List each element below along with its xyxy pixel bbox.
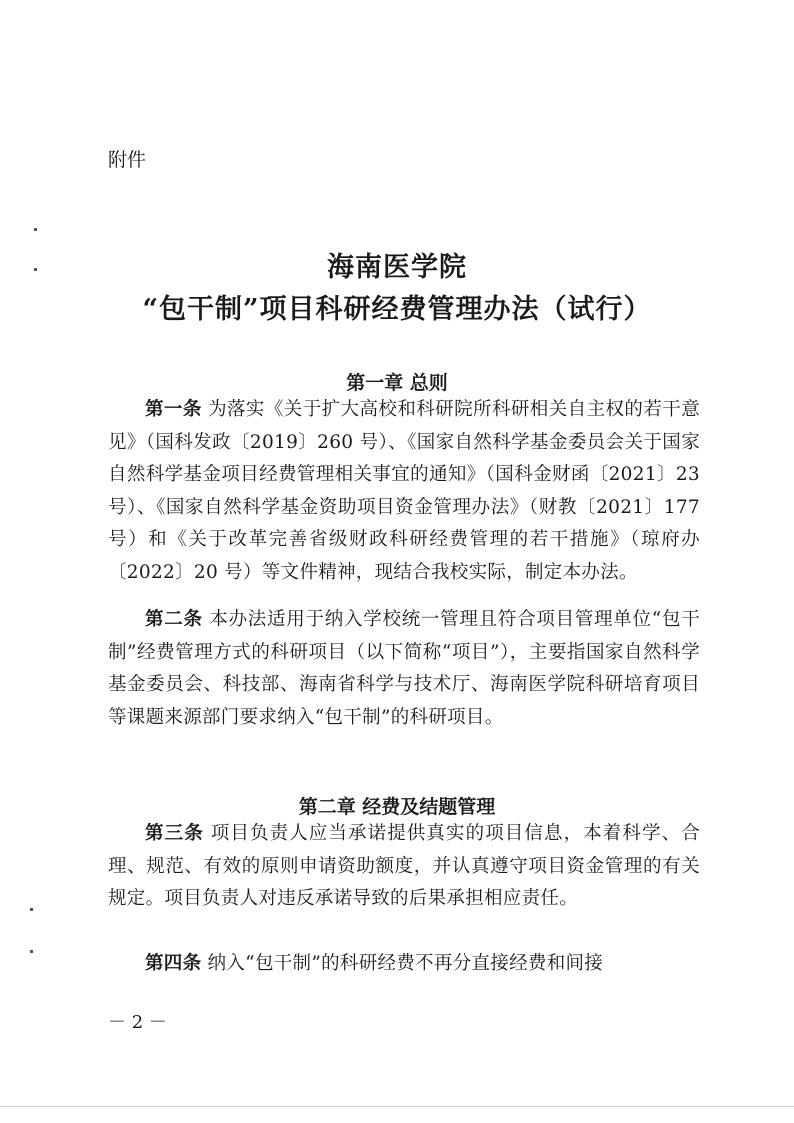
article-1-text: 为落实《关于扩大高校和科研院所科研相关自主权的若干意见》（国科发政〔2019〕260 号）、《国家自然科学基金委员会关于国家自然科学基金项目经费管理相关事宜的通知》（国科金财函〔2021〕23 号）、《国家自然科学基金资助项目资金管理办法》（财教〔2021〕177 号）和《关于改革完善省级财政科研经费管理的若干措施》（琼府办〔2022〕20 号）等文件精神，现结合我校实际，制定本办法。	[108, 399, 700, 583]
scan-mark	[30, 950, 33, 953]
article-4	[108, 948, 700, 981]
article-4-label: 第四条	[145, 953, 202, 974]
article-1-label: 第一条	[145, 399, 202, 420]
article-1	[108, 394, 700, 590]
article-3	[108, 818, 700, 916]
article-2-label: 第二条	[145, 609, 203, 630]
article-3-text: 项目负责人应当承诺提供真实的项目信息，本着科学、合理、规范、有效的原则申请资助额度，并认真遵守项目资金管理的有关规定。项目负责人对违反承诺导致的后果承担相应责任。	[108, 823, 701, 910]
article-3-label: 第三条	[145, 823, 204, 844]
article-2-text: 本办法适用于纳入学校统一管理且符合项目管理单位“包干制”经费管理方式的科研项目（以下简称“项目”），主要指国家自然科学基金委员会、科技部、海南省科学与技术厅、海南医学院科研培育项目等课题来源部门要求纳入“包干制”的科研项目。	[108, 609, 700, 728]
scan-mark	[34, 228, 37, 231]
document-title-line-1: 海南医学院	[327, 252, 467, 283]
article-4-text: 纳入“包干制”的科研经费不再分直接经费和间接	[201, 953, 604, 974]
page-bottom-rule	[0, 1106, 794, 1107]
article-2	[108, 604, 700, 734]
document-title-line-2: “包干制”项目科研经费管理办法（试行）	[142, 294, 652, 325]
page-number: － 2 －	[108, 1012, 167, 1033]
scan-mark	[30, 908, 33, 911]
chapter-1-heading: 第一章 总则	[346, 372, 448, 394]
attachment-label: 附件	[108, 149, 147, 171]
chapter-2-heading: 第二章 经费及结题管理	[298, 796, 496, 818]
